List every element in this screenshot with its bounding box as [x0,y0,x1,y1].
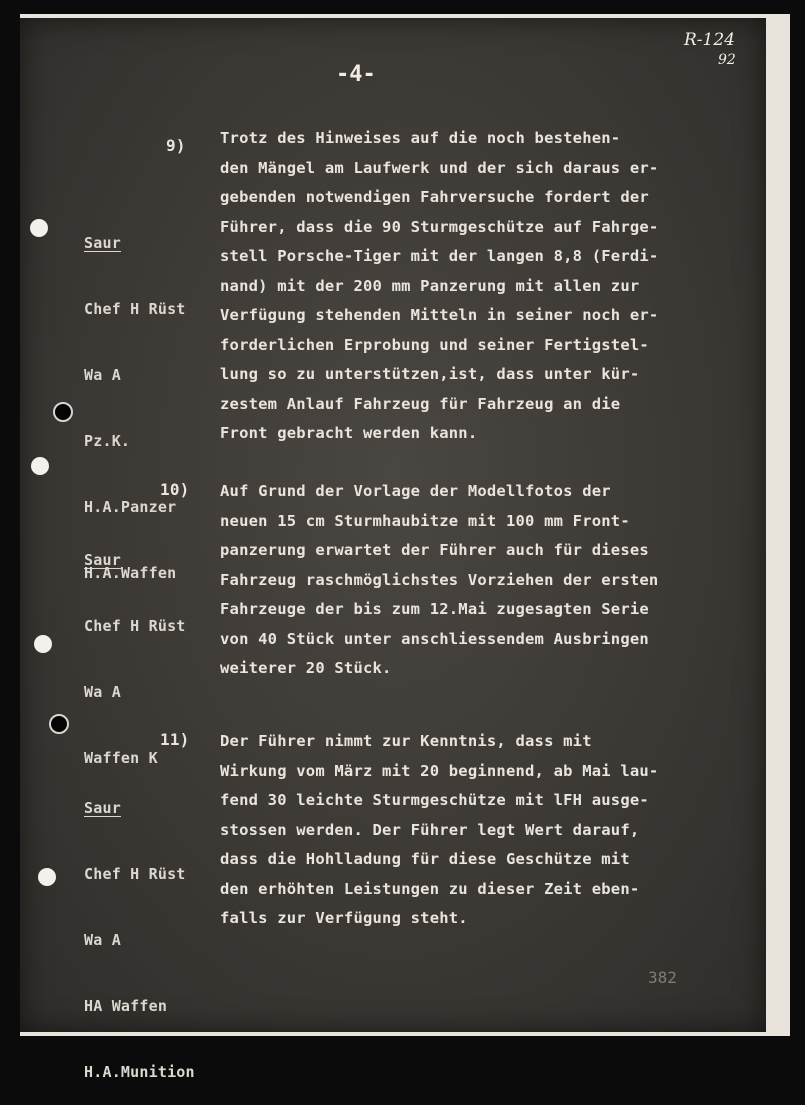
distribution-list-11 [84,753,195,1105]
distribution-entry: Wa A [84,931,121,949]
distribution-entry: H.A.Munition [84,1063,195,1081]
item-text-9: Trotz des Hinweises auf die noch bestehen- den Mängel am Laufwerk und der sich daraus er- gebenden notwendigen Fahrversuche fordert der Führer, dass die 90 Sturmgeschütze auf Fahrge- stell Porsche-Tiger mit der langen 8,8 (Ferdi- nand) mit der 200 mm Panzerung mit allen zur Verfügung stehenden Mitteln in seiner noch er- forderlichen Erprobung und seiner Fertigstel- lung so zu unterstützen,ist, dass unter kür- zestem Anlauf Fahrzeug für Fahrzeug an die Front gebracht werden kann. [220,129,659,442]
distribution-entry: HA Waffen [84,997,168,1015]
distribution-entry: Chef H Rüst [84,617,186,635]
item-text-10: Auf Grund der Vorlage der Modellfotos der neuen 15 cm Sturmhaubitze mit 100 mm Front- panzerung erwartet der Führer auch für dieses Fahrzeug raschmöglichstes Vorziehen der ersten Fahrzeuge der bis zum 12.Mai zugesagten Serie von 40 Stück unter anschliessendem Ausbringen weiterer 20 Stück. [220,482,659,677]
page-number: -4- [336,62,376,87]
item-number-10: 10) [160,480,190,499]
distribution-entry: Saur [84,234,121,252]
punch-hole-5 [49,714,69,734]
punch-hole-1 [30,219,48,237]
distribution-entry: H.A.Panzer [84,498,177,516]
distribution-entry: Pz.K. [84,432,131,450]
distribution-entry: H.A.Waffen [84,564,177,582]
punch-hole-4 [34,635,52,653]
item-text-11: Der Führer nimmt zur Kenntnis, dass mit Wirkung vom März mit 20 beginnend, ab Mai lau- fend 30 leichte Sturmgeschütze mit lFH ausge- stossen werden. Der Führer legt Wert darauf, dass die Hohlladung für diese Geschütze mit den erhöhten Leistungen zu dieser Zeit eben- falls zur Verfügung steht. [220,732,659,927]
distribution-entry: Saur [84,799,121,817]
distribution-entry: Chef H Rüst [84,300,186,318]
distribution-entry: Saur [84,551,121,569]
distribution-entry: Chef H Rüst [84,865,186,883]
distribution-entry: Waffen K [84,749,158,767]
item-number-11: 11) [160,730,190,749]
punch-hole-2 [53,402,73,422]
archive-reference: R-124 [684,30,735,50]
punch-hole-6 [38,868,56,886]
item-number-9: 9) [166,136,186,155]
punch-hole-3 [31,457,49,475]
distribution-entry: Wa A [84,366,121,384]
archive-subnumber: 92 [718,52,736,68]
distribution-entry: Wa A [84,683,121,701]
page-stamp: 382 [648,968,677,987]
